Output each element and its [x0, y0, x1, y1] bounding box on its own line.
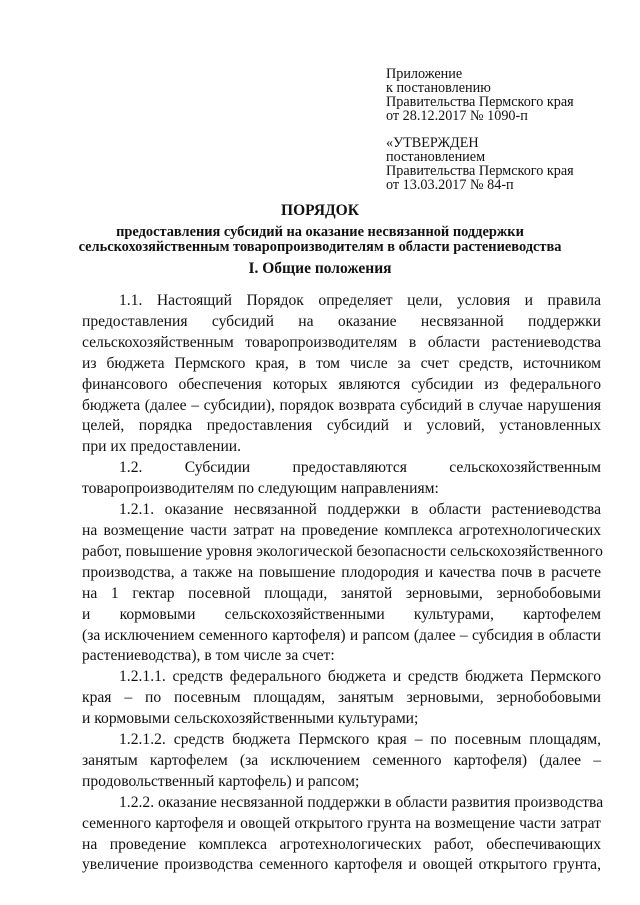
paragraph-line: работ, повышение уровня экологической безопасности сельскохозяйственного	[82, 542, 603, 560]
document-subtitle	[0, 225, 640, 255]
paragraph-line: 1.2. Субсидии предоставляются сельскохозяйственным	[119, 459, 601, 477]
paragraph	[82, 500, 601, 667]
paragraph	[82, 667, 601, 730]
paragraph-line: при их предоставлении.	[82, 438, 242, 456]
paragraph-line: производства, а также на повышение плодородия и качества почв в расчете	[82, 563, 601, 581]
paragraph-line: края – по посевным площадям, занятым зерновыми, зернобобовыми	[82, 689, 601, 707]
approval-line: к постановлению	[386, 80, 491, 96]
section-heading: I. Общие положения	[248, 260, 392, 277]
paragraph-line: предоставления субсидий на оказание несвязанной поддержки	[82, 312, 601, 330]
approval-line: от 13.03.2017 № 84-п	[386, 177, 514, 193]
paragraph-line: на возмещение части затрат на проведение комплекса агротехнологических	[82, 521, 601, 539]
paragraph-line: бюджета (далее – субсидии), порядок возврата субсидий в случае нарушения	[82, 396, 601, 414]
paragraph-line: 1.2.1.1. средств федерального бюджета и средств бюджета Пермского	[119, 668, 601, 686]
paragraph-line: 1.2.1. оказание несвязанной поддержки в области растениеводства	[119, 501, 601, 519]
approval-block-2	[386, 136, 626, 192]
paragraph-line: и кормовыми сельскохозяйственными культурами;	[82, 710, 419, 728]
approval-line: постановлением	[386, 149, 486, 165]
approval-line: от 28.12.2017 № 1090-п	[386, 108, 528, 124]
document-body	[82, 291, 604, 876]
subtitle-line: сельскохозяйственным товаропроизводителям в области растениеводства	[78, 239, 562, 255]
paragraph-line: увеличение производства семенного картофеля и овощей открытого грунта,	[82, 856, 601, 874]
approval-block	[386, 67, 626, 192]
paragraph-line: семенного картофеля и овощей открытого грунта на возмещение части затрат	[82, 814, 601, 832]
paragraph-line: 1.2.2. оказание несвязанной поддержки в области развития производства	[119, 793, 604, 811]
paragraph-line: целей, порядка предоставления субсидий и условий, установленных	[82, 417, 601, 435]
paragraph-line: сельскохозяйственным товаропроизводителям в области растениеводства	[82, 333, 601, 351]
paragraph-line: 1.1. Настоящий Порядок определяет цели, условия и правила	[119, 292, 601, 309]
approval-block-1	[386, 67, 626, 123]
paragraph-line: товаропроизводителям по следующим направлениям:	[82, 480, 439, 498]
paragraph-line: занятым картофелем (за исключением семенного картофеля) (далее –	[82, 751, 601, 769]
paragraph-line: из бюджета Пермского края, в том числе за счет средств, источником	[82, 354, 601, 372]
paragraph-line: финансового обеспечения которых являются субсидии из федерального	[82, 375, 601, 393]
approval-line: Правительства Пермского края	[386, 94, 574, 110]
paragraph-line: (за исключением семенного картофеля) и рапсом (далее – субсидия в области	[82, 626, 601, 644]
paragraph-line: продовольственный картофель) и рапсом;	[82, 772, 360, 790]
paragraph-line: растениеводства), в том числе за счет:	[82, 647, 335, 665]
paragraph	[82, 458, 601, 500]
approval-line: Приложение	[386, 66, 463, 82]
paragraph-line: и кормовыми сельскохозяйственными культурами, картофелем	[82, 605, 601, 623]
paragraph-line: 1.2.1.2. средств бюджета Пермского края – по посевным площадям,	[119, 731, 601, 749]
approval-line: Правительства Пермского края	[386, 163, 574, 179]
paragraph	[82, 291, 601, 458]
paragraph-line: на 1 гектар посевной площади, занятой зерновыми, зернобобовыми	[82, 584, 601, 602]
paragraph	[82, 730, 601, 793]
paragraph	[82, 793, 604, 877]
paragraph-line: на проведение комплекса агротехнологических работ, обеспечивающих	[82, 835, 601, 853]
subtitle-line: предоставления субсидий на оказание несвязанной поддержки	[116, 224, 524, 240]
document-title: ПОРЯДОК	[281, 202, 359, 219]
approval-line: «УТВЕРЖДЕН	[386, 135, 479, 151]
